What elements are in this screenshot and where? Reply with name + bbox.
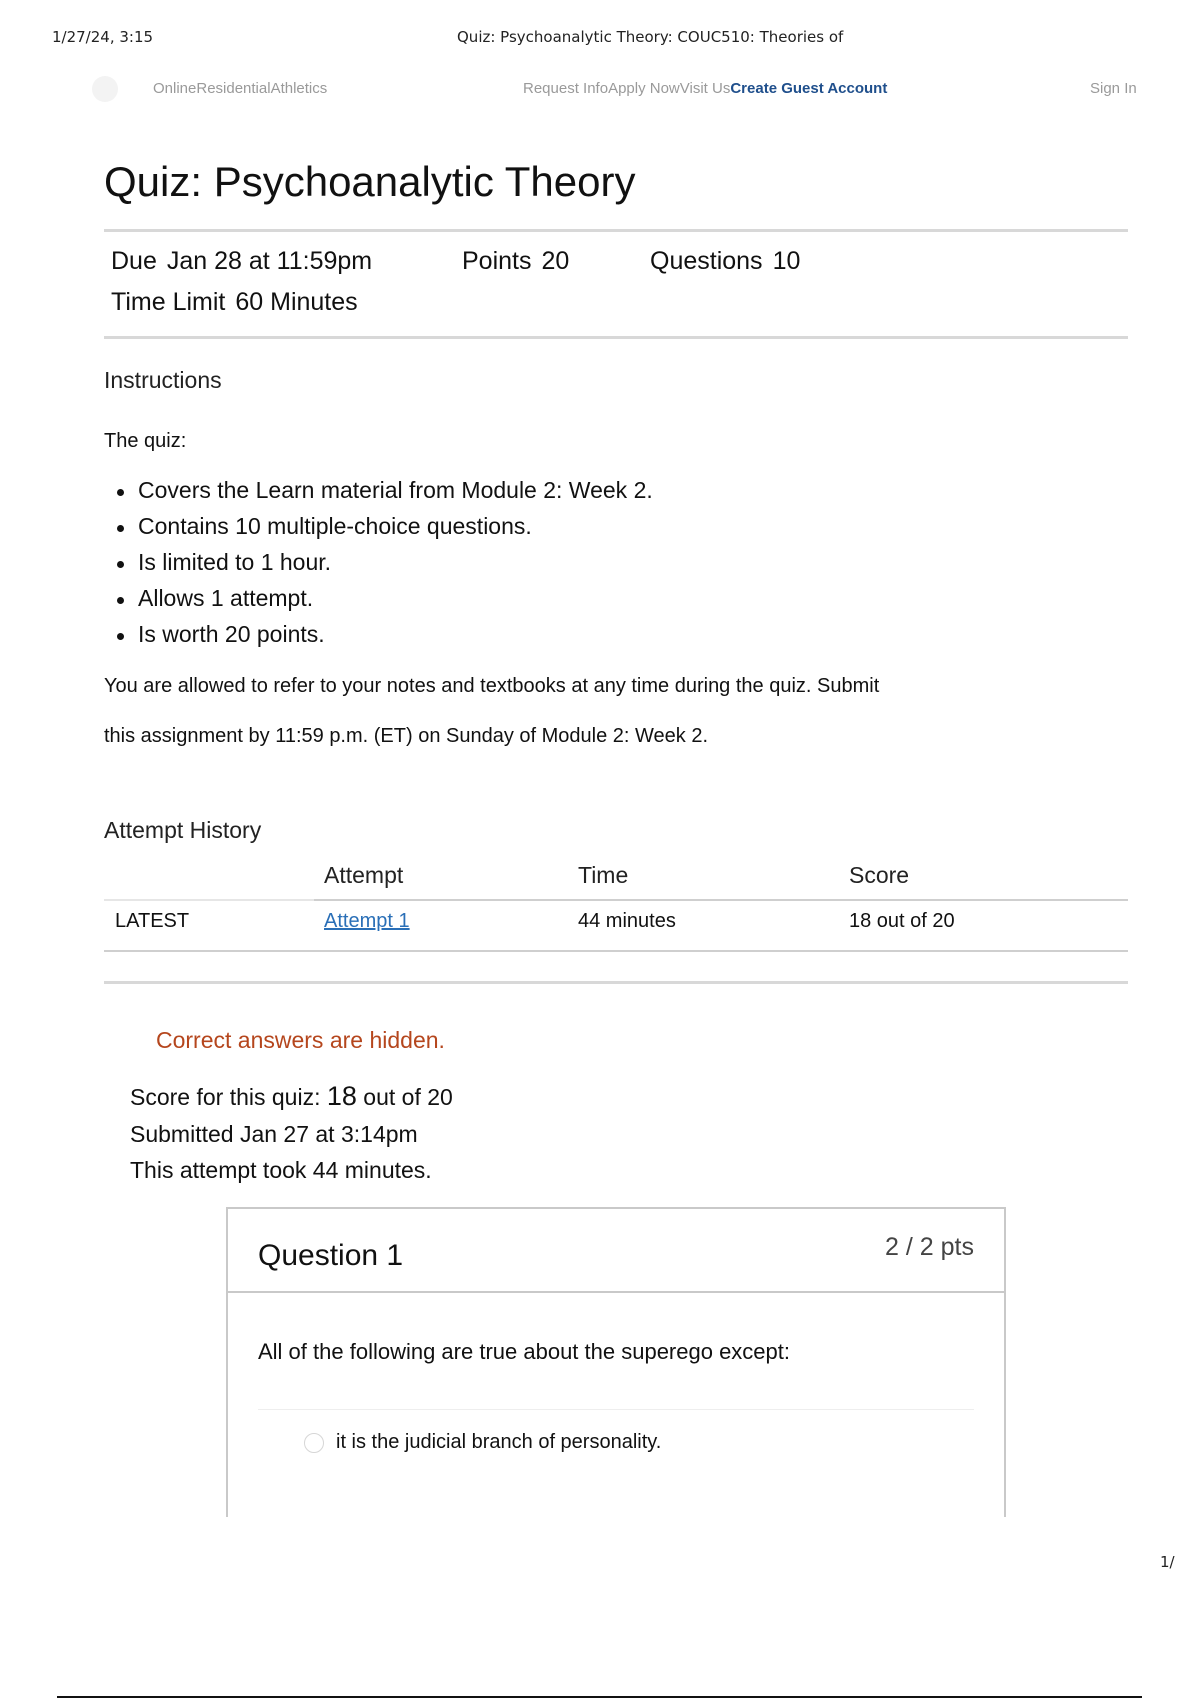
attempt-duration: This attempt took 44 minutes.: [130, 1157, 432, 1183]
print-datetime: 1/27/24, 3:15: [52, 28, 154, 46]
list-item: Allows 1 attempt.: [112, 580, 653, 616]
question-header: [228, 1209, 1004, 1293]
points-value: 20: [541, 247, 570, 275]
score-suffix: out of 20: [356, 1084, 453, 1110]
nav-brand-links[interactable]: OnlineResidentialAthletics: [153, 80, 328, 97]
points-label: Points: [462, 247, 532, 275]
list-item: Is limited to 1 hour.: [112, 544, 653, 580]
title-divider: [104, 229, 1128, 232]
time-limit-value: 60 Minutes: [235, 288, 358, 316]
table-header-divider: [314, 899, 1128, 901]
score-value: 18: [326, 1081, 357, 1111]
due-value: Jan 28 at 11:59pm: [166, 247, 373, 275]
latest-tag: LATEST: [115, 910, 190, 932]
attempt-history-heading: Attempt History: [104, 817, 262, 843]
questions-label: Questions: [650, 247, 763, 275]
create-guest-account-link[interactable]: Create Guest Account: [730, 80, 888, 97]
list-item: Covers the Learn material from Module 2: Week 2.: [112, 472, 653, 508]
questions-value: 10: [772, 247, 801, 275]
time-limit-label: Time Limit: [111, 288, 226, 316]
print-page-title: Quiz: Psychoanalytic Theory: COUC510: Theories of: [457, 28, 844, 46]
points-info: [462, 247, 569, 276]
time-limit: [111, 288, 358, 317]
attempt-time: 44 minutes: [578, 910, 676, 932]
list-item: Contains 10 multiple-choice questions.: [112, 508, 653, 544]
list-item: Is worth 20 points.: [112, 616, 653, 652]
attempt-1-link[interactable]: Attempt 1: [324, 910, 410, 932]
table-bottom-divider: [104, 950, 1128, 952]
table-header-divider-left: [104, 899, 314, 901]
nav-request-info-link[interactable]: Request Info: [523, 80, 609, 97]
submitted-time: Submitted Jan 27 at 3:14pm: [130, 1121, 418, 1147]
question-divider: [258, 1409, 974, 1410]
column-header-score: Score: [849, 862, 910, 888]
question-title: Question 1: [258, 1239, 404, 1272]
nav-links: [523, 80, 887, 97]
nav-visit-us-link[interactable]: Visit Us: [679, 80, 731, 97]
questions-info: [650, 247, 800, 276]
question-points: 2 / 2 pts: [885, 1233, 974, 1261]
quiz-score-line: [130, 1081, 453, 1112]
answers-hidden-notice: Correct answers are hidden.: [156, 1027, 445, 1053]
top-nav: [0, 80, 1200, 100]
meta-divider: [104, 336, 1128, 339]
instructions-note-line-2: this assignment by 11:59 p.m. (ET) on Sunday of Module 2: Week 2.: [104, 725, 709, 747]
answer-radio[interactable]: [304, 1433, 324, 1453]
attempt-score: 18 out of 20: [849, 910, 955, 932]
answer-option-label: it is the judicial branch of personality.: [336, 1431, 662, 1453]
nav-apply-now-link[interactable]: Apply Now: [608, 80, 680, 97]
page-number: 1/: [1160, 1553, 1175, 1571]
instructions-intro: The quiz:: [104, 430, 187, 452]
question-text: All of the following are true about the superego except:: [258, 1339, 791, 1364]
instructions-heading: Instructions: [104, 367, 222, 393]
page-title: Quiz: Psychoanalytic Theory: [104, 158, 636, 205]
due-label: Due: [111, 247, 157, 275]
instructions-note-line-1: You are allowed to refer to your notes and textbooks at any time during the quiz. Submit: [104, 675, 880, 697]
column-header-attempt: Attempt: [324, 862, 404, 888]
question-card: [226, 1207, 1006, 1517]
sign-in-link[interactable]: Sign In: [1090, 80, 1137, 97]
column-header-time: Time: [578, 862, 629, 888]
footer-divider: [57, 1696, 1142, 1698]
score-prefix: Score for this quiz:: [130, 1084, 327, 1110]
results-divider: [104, 981, 1128, 984]
instructions-list: [112, 472, 653, 652]
due-date: [111, 247, 372, 276]
